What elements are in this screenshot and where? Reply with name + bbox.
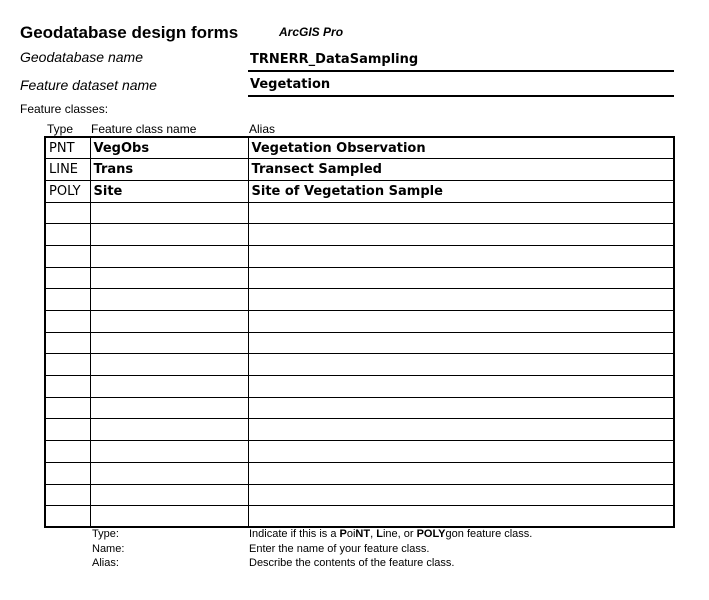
type-cell [45, 462, 90, 484]
name-cell: Trans [90, 159, 248, 181]
type-cell [45, 397, 90, 419]
page-title: Geodatabase design forms [20, 23, 239, 42]
type-cell: POLY [45, 180, 90, 202]
alias-cell [248, 267, 674, 289]
alias-cell [248, 354, 674, 376]
table-row [45, 397, 674, 419]
type-cell [45, 354, 90, 376]
geodatabase-name-value: TRNERR_DataSampling [248, 50, 674, 72]
table-row [45, 224, 674, 246]
table-row [45, 484, 674, 506]
table-row [45, 137, 674, 159]
alias-cell: Site of Vegetation Sample [248, 180, 674, 202]
name-cell [90, 289, 248, 311]
name-cell [90, 441, 248, 463]
feature-dataset-label: Feature dataset name [20, 77, 157, 93]
type-cell [45, 202, 90, 224]
feature-classes-table [44, 136, 675, 528]
alias-cell [248, 224, 674, 246]
alias-cell [248, 506, 674, 528]
name-cell [90, 419, 248, 441]
table-row [45, 441, 674, 463]
type-cell [45, 484, 90, 506]
name-cell [90, 311, 248, 333]
type-cell [45, 311, 90, 333]
alias-cell [248, 462, 674, 484]
name-cell [90, 354, 248, 376]
type-cell [45, 245, 90, 267]
type-cell [45, 224, 90, 246]
alias-cell [248, 441, 674, 463]
table-row [45, 202, 674, 224]
alias-cell [248, 311, 674, 333]
feature-classes-label: Feature classes: [20, 102, 109, 116]
alias-cell [248, 245, 674, 267]
name-cell: VegObs [90, 137, 248, 159]
legend-name-description: Enter the name of your feature class. [249, 542, 430, 555]
name-cell [90, 332, 248, 354]
name-cell [90, 267, 248, 289]
table-row [45, 159, 674, 181]
table-row [45, 289, 674, 311]
legend-alias-description: Describe the contents of the feature class. [249, 557, 455, 569]
table-row [45, 180, 674, 202]
table-row [45, 311, 674, 333]
type-cell [45, 441, 90, 463]
name-cell [90, 462, 248, 484]
table-row [45, 332, 674, 354]
alias-cell [248, 376, 674, 398]
geodatabase-name-label: Geodatabase name [20, 49, 143, 65]
legend-type-description: Indicate if this is a PoiNT, Line, or POLYgon feature class. [249, 528, 533, 540]
name-cell [90, 202, 248, 224]
type-cell [45, 332, 90, 354]
legend-descriptions [249, 527, 532, 571]
type-cell [45, 419, 90, 441]
type-cell [45, 267, 90, 289]
type-column-header: Type [47, 122, 74, 136]
name-cell [90, 224, 248, 246]
table-row [45, 354, 674, 376]
table-row [45, 419, 674, 441]
name-cell [90, 484, 248, 506]
alias-cell: Transect Sampled [248, 159, 674, 181]
name-column-header: Feature class name [91, 122, 197, 136]
feature-dataset-value: Vegetation [248, 75, 674, 97]
type-cell [45, 289, 90, 311]
type-cell [45, 376, 90, 398]
type-cell: LINE [45, 159, 90, 181]
name-cell [90, 245, 248, 267]
table-row [45, 506, 674, 528]
type-cell [45, 506, 90, 528]
name-cell: Site [90, 180, 248, 202]
name-cell [90, 376, 248, 398]
app-name: ArcGIS Pro [279, 25, 344, 39]
type-cell: PNT [45, 137, 90, 159]
alias-cell: Vegetation Observation [248, 137, 674, 159]
alias-column-header: Alias [249, 122, 276, 136]
alias-cell [248, 397, 674, 419]
table-row [45, 267, 674, 289]
legend-type-label: Type: [92, 528, 119, 540]
table-row [45, 376, 674, 398]
legend-alias-label: Alias: [92, 557, 119, 569]
name-cell [90, 506, 248, 528]
legend-labels [92, 527, 124, 571]
table-row [45, 462, 674, 484]
legend-name-label: Name: [92, 542, 125, 555]
alias-cell [248, 419, 674, 441]
alias-cell [248, 202, 674, 224]
alias-cell [248, 332, 674, 354]
name-cell [90, 397, 248, 419]
table-row [45, 245, 674, 267]
alias-cell [248, 484, 674, 506]
alias-cell [248, 289, 674, 311]
